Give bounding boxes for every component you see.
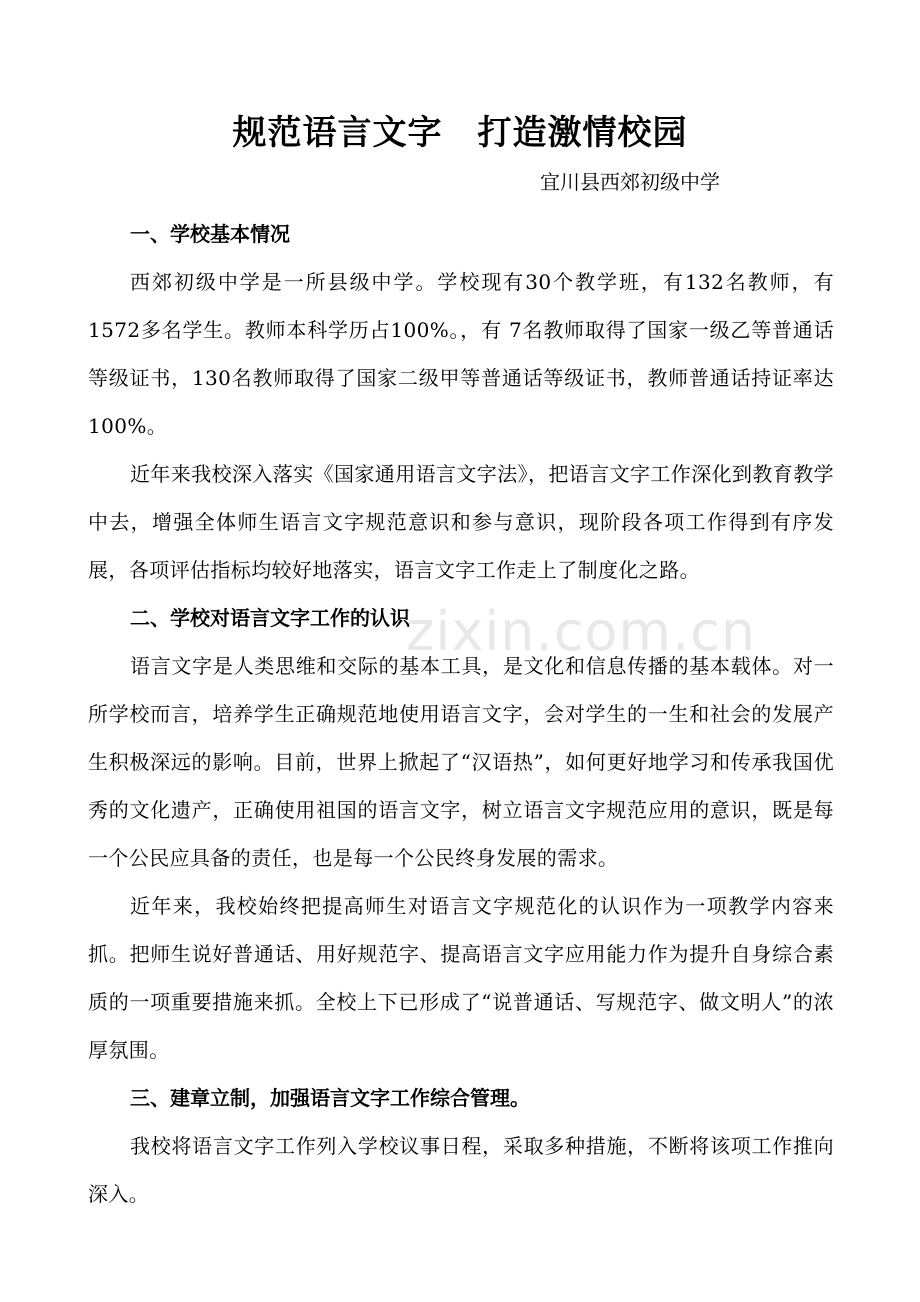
paragraph: 近年来，我校始终把提高师生对语言文字规范化的认识作为一项教学内容来抓。把师生说好普通话、用好规范字、提高语言文字应用能力作为提升自身综合素质的一项重要措施来抓。全校上下已形成了“说普通话、写规范字、做文明人”的浓厚氛围。 — [88, 894, 834, 1062]
section-heading: 二、学校对语言文字工作的认识 — [130, 606, 410, 630]
section-1 — [88, 210, 834, 594]
section-heading: 一、学校基本情况 — [130, 222, 290, 246]
school-name: 宜川县西郊初级中学 — [540, 170, 720, 194]
paragraph: 语言文字是人类思维和交际的基本工具，是文化和信息传播的基本载体。对一所学校而言，培养学生正确规范地使用语言文字，会对学生的一生和社会的发展产生积极深远的影响。目前，世界上掀起了“汉语热”，如何更好地学习和传承我国优秀的文化遗产，正确使用祖国的语言文字，树立语言文字规范应用的意识，既是每一个公民应具备的责任，也是每一个公民终身发展的需求。 — [88, 654, 834, 870]
document-title: 规范语言文字 打造激情校园 — [232, 113, 688, 153]
paragraph: 西郊初级中学是一所县级中学。学校现有30个教学班，有132名教师，有1572多名学生。教师本科学历占100%。，有 7名教师取得了国家一级乙等普通话等级证书，130名教师取得了国家二级甲等普通话等级证书，教师普通话持证率达100%。 — [88, 270, 834, 438]
section-3 — [88, 1074, 834, 1218]
section-heading: 三、建章立制，加强语言文字工作综合管理。 — [130, 1086, 530, 1110]
section-2 — [88, 594, 834, 1074]
paragraph: 近年来我校深入落实《国家通用语言文字法》，把语言文字工作深化到教育教学中去，增强全体师生语言文字规范意识和参与意识，现阶段各项工作得到有序发展，各项评估指标均较好地落实，语言文字工作走上了制度化之路。 — [88, 462, 834, 582]
watermark: zixin.com.cn — [406, 600, 757, 663]
document-body — [88, 210, 834, 1218]
paragraph: 我校将语言文字工作列入学校议事日程，采取多种措施，不断将该项工作推向深入。 — [88, 1134, 834, 1206]
